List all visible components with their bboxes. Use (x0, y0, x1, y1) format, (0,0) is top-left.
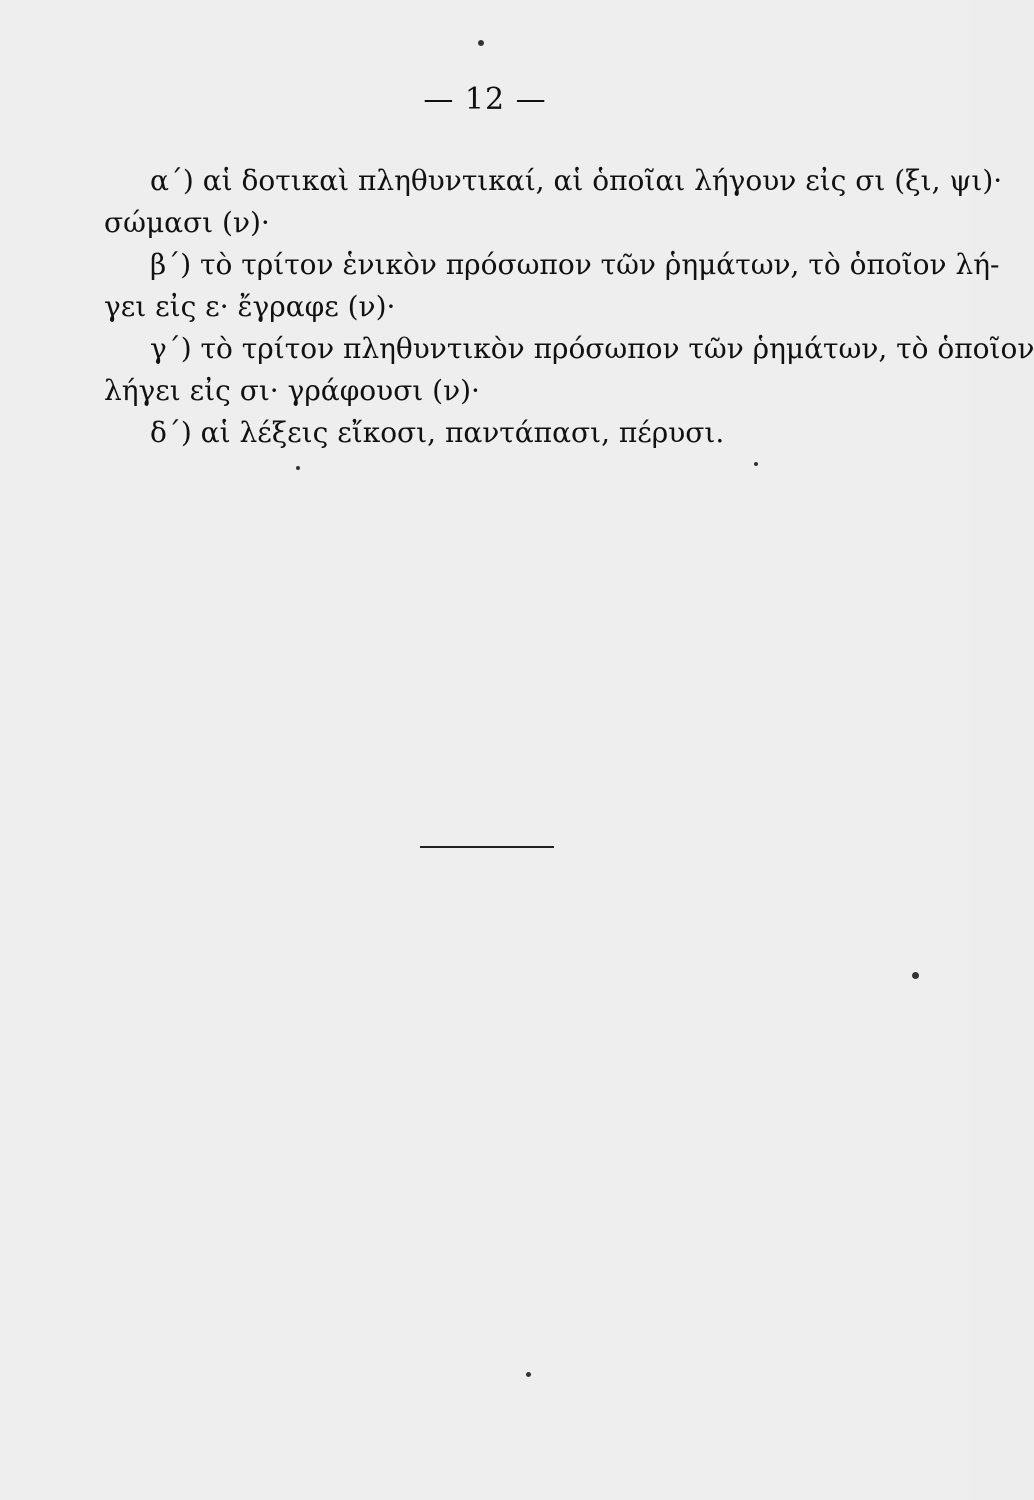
ink-speck (296, 466, 300, 470)
ink-speck (754, 462, 758, 466)
section-divider-rule (420, 846, 554, 848)
ink-speck (526, 1372, 531, 1377)
text-line-b: β΄) τὸ τρίτον ἑνικὸν πρόσωπον τῶν ῥημάτων, τὸ ὁποῖον λή- (150, 248, 1000, 281)
text-line-a: α΄) αἱ δοτικαὶ πληθυντικαί, αἱ ὁποῖαι λήγουν εἰς σι (ξι, ψι)· (150, 164, 1003, 197)
text-line-a-cont: σώμασι (ν)· (104, 206, 270, 239)
page-number: — 12 — (423, 82, 547, 117)
text-line-d: δ΄) αἱ λέξεις εἴκοσι, παντάπασι, πέρυσι. (150, 416, 725, 449)
ink-speck (912, 972, 919, 979)
text-line-c: γ΄) τὸ τρίτον πληθυντικὸν πρόσωπον τῶν ῥημάτων, τὸ ὁποῖον (150, 332, 1034, 365)
text-line-c-cont: λήγει εἰς σι· γράφουσι (ν)· (104, 374, 480, 407)
ink-speck (478, 40, 484, 46)
body-text (104, 160, 1034, 454)
text-line-b-cont: γει εἰς ε· ἔγραφε (ν)· (104, 290, 396, 323)
